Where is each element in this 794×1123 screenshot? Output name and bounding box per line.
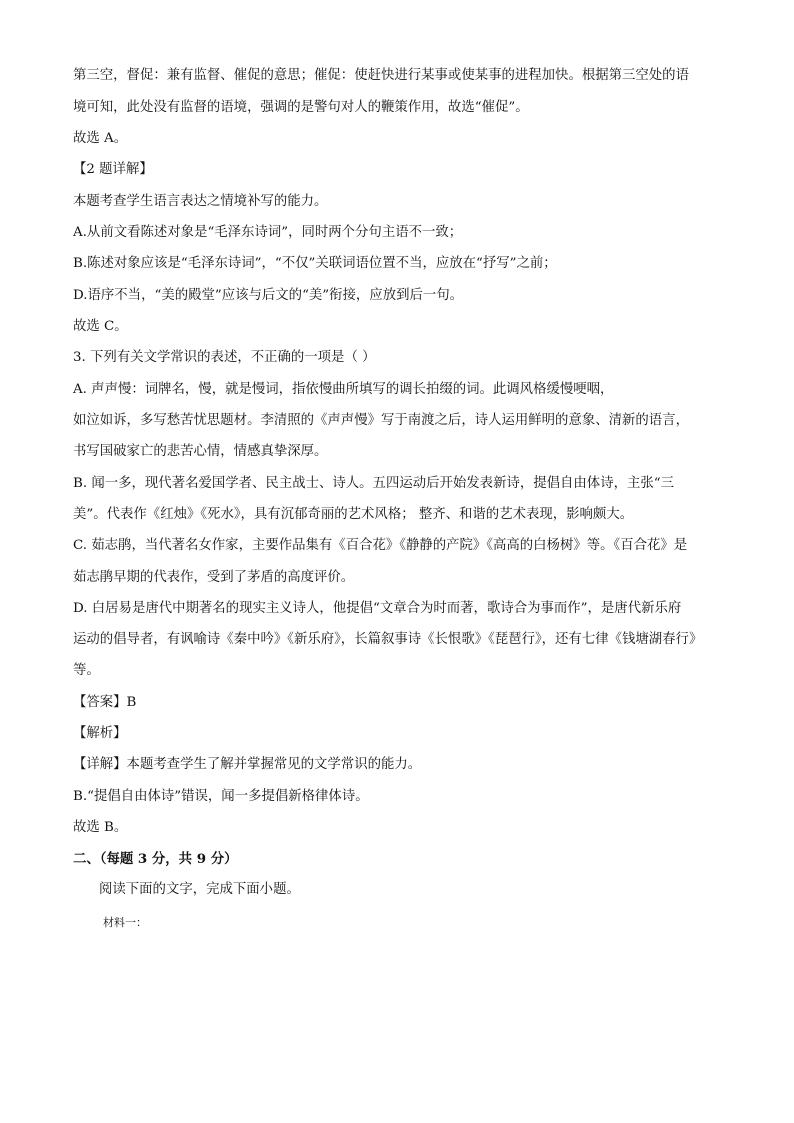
section-heading: 【2 题详解】 xyxy=(73,162,153,177)
option-a: A. 声声慢：词牌名，慢，就是慢词，指依慢曲所填写的调长拍缀的词。此调风格缓慢哽咽， xyxy=(73,382,614,397)
text-line: 故选 B。 xyxy=(73,820,128,835)
text-line: 第三空，督促：兼有监督、催促的意思；催促：使赶快进行某事或使某事的进程加快。根据第三空处的语 xyxy=(73,68,689,83)
question-stem: 3. 下列有关文学常识的表述，不正确的一项是（ ） xyxy=(73,350,376,365)
text-line: 境可知，此处没有监督的语境，强调的是警句对人的鞭策作用，故选“催促”。 xyxy=(73,100,529,115)
text-line: 等。 xyxy=(73,663,100,678)
instruction-text: 阅读下面的文字，完成下面小题。 xyxy=(99,882,300,897)
text-line: 如泣如诉，多写愁苦忧思题材。李清照的《声声慢》写于南渡之后，诗人运用鲜明的意象、清新的语言， xyxy=(73,413,689,428)
text-line: 书写国破家亡的悲苦心情，情感真挚深厚。 xyxy=(73,444,328,459)
option-c: C. 茹志鹃，当代著名女作家，主要作品集有《百合花》《静静的产院》《高高的白杨树》等。《百合花》是 xyxy=(73,538,688,553)
material-label: 材料一： xyxy=(103,916,147,929)
text-line: B.陈述对象应该是“毛泽东诗词”，“不仅”关联词语位置不当，应放在“抒写”之前； xyxy=(73,256,557,271)
answer-label: 【答案】B xyxy=(73,695,137,710)
text-line: 美”。代表作《红烛》《死水》，具有沉郁奇丽的艺术风格； 整齐、和谐的艺术表现，影响颇大。 xyxy=(73,507,634,522)
text-line: A.从前文看陈述对象是“毛泽东诗词”，同时两个分句主语不一致； xyxy=(73,225,463,240)
section-title: 二、（每题 3 分，共 9 分） xyxy=(73,851,238,867)
text-line: 本题考查学生语言表达之情境补写的能力。 xyxy=(73,194,328,209)
text-line: B.“提倡自由体诗”错误，闻一多提倡新格律体诗。 xyxy=(73,789,369,804)
text-line: 茹志鹃早期的代表作，受到了茅盾的高度评价。 xyxy=(73,570,355,585)
option-d: D. 白居易是唐代中期著名的现实主义诗人，他提倡“文章合为时而著，歌诗合为事而作”，是唐代新乐府 xyxy=(73,601,682,616)
text-line: 【详解】本题考查学生了解并掌握常见的文学常识的能力。 xyxy=(73,757,422,772)
text-line: D.语序不当，“美的殿堂”应该与后文的“美”衔接，应放到后一句。 xyxy=(73,288,464,303)
analysis-label: 【解析】 xyxy=(73,726,127,741)
text-line: 故选 A。 xyxy=(73,131,128,146)
text-line: 运动的倡导者，有讽喻诗《秦中吟》《新乐府》，长篇叙事诗《长恨歌》《琵琶行》，还有七律《钱塘湖春行》 xyxy=(73,632,703,647)
text-line: 故选 C。 xyxy=(73,319,128,334)
option-b: B. 闻一多，现代著名爱国学者、民主战士、诗人。五四运动后开始发表新诗，提倡自由体诗，主张“三 xyxy=(73,476,674,491)
